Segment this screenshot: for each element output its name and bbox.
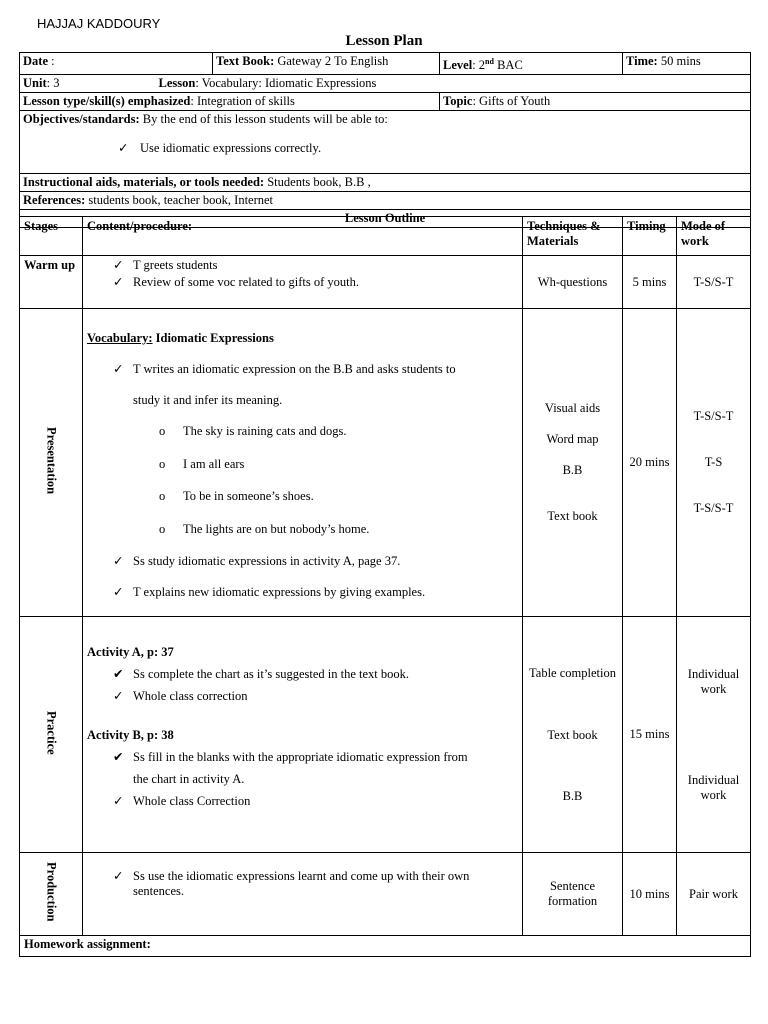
practice-row: [20, 617, 751, 853]
list-item: [87, 689, 518, 704]
activity-b-heading: Activity B, p: 38: [87, 728, 174, 742]
activity-b-item-2: Whole class Correction: [133, 794, 251, 808]
technique-item: Text book: [547, 727, 598, 742]
list-item: [87, 794, 518, 809]
techniques-header: Techniques & Materials: [523, 217, 623, 256]
aids-cell: [20, 174, 751, 192]
production-content: [83, 853, 523, 936]
check-icon: ✓: [113, 689, 124, 703]
practice-timing: 15 mins: [623, 617, 677, 853]
check-icon: ✔: [113, 667, 124, 681]
presentation-content: [83, 309, 523, 617]
list-item: [87, 554, 518, 569]
check-icon: ✓: [113, 554, 124, 568]
technique-item: Table completion: [529, 665, 616, 680]
references-cell: [20, 192, 751, 210]
aids-value: Students book, B.B ,: [267, 175, 371, 190]
check-icon: ✔: [113, 750, 124, 764]
presentation-item-1-line-2: study it and infer its meaning.: [133, 393, 283, 407]
example-3: To be in someone’s shoes.: [183, 489, 314, 503]
objective-item: [23, 141, 747, 156]
objectives-label: Objectives/standards:: [23, 112, 140, 127]
bullet-icon: o: [159, 457, 166, 471]
topic-cell: [440, 93, 751, 111]
technique-item: B.B: [562, 788, 583, 803]
date-label: Date: [23, 54, 48, 68]
mode-item: T-S/S-T: [693, 501, 734, 515]
list-item: [87, 424, 518, 439]
info-row-2: [20, 75, 751, 93]
warmup-row: [20, 256, 751, 309]
aids-label: Instructional aids, materials, or tools needed:: [23, 175, 265, 190]
activity-b-item-1-line-1: Ss fill in the blanks with the appropriate idiomatic expression from: [133, 750, 468, 764]
list-item: [87, 275, 518, 290]
info-row-6: [20, 192, 751, 210]
activity-a-item-2: Whole class correction: [133, 689, 248, 703]
production-technique: Sentence formation: [523, 853, 623, 936]
homework-row: [20, 936, 751, 957]
objectives-cell: [20, 111, 751, 174]
mode-header: Mode of work: [677, 217, 751, 256]
unit-value: : 3: [46, 76, 60, 91]
warmup-content: [83, 256, 523, 309]
example-2: I am all ears: [183, 457, 245, 471]
production-mode: Pair work: [677, 853, 751, 936]
unit-lesson-cell: [20, 75, 751, 93]
list-item: [87, 457, 518, 472]
date-cell: [20, 53, 213, 75]
mode-item: Individual work: [687, 666, 740, 696]
homework-label: Homework assignment:: [20, 936, 751, 957]
list-item: [87, 750, 518, 765]
check-icon: ✓: [113, 794, 124, 808]
level-label: Level: [443, 58, 473, 73]
production-stage: [20, 853, 83, 936]
check-icon: ✓: [118, 141, 129, 156]
warmup-technique: Wh-questions: [523, 256, 623, 309]
lesson-type-label: Lesson type/skill(s) emphasized: [23, 94, 191, 109]
warmup-timing: 5 mins: [623, 256, 677, 309]
level-sup: nd: [485, 57, 494, 66]
practice-modes: [677, 617, 751, 853]
example-4: The lights are on but nobody’s home.: [183, 522, 370, 536]
lesson-type-value: : Integration of skills: [190, 94, 295, 109]
unit-label: Unit: [23, 76, 47, 91]
content-header: Content/procedure:: [83, 217, 523, 256]
info-row-1: [20, 53, 751, 75]
production-row: [20, 853, 751, 936]
list-item: [87, 667, 518, 682]
presentation-stage-label: Presentation: [44, 426, 59, 495]
technique-item: Word map: [546, 432, 599, 446]
check-icon: ✓: [113, 869, 124, 883]
list-item: [87, 489, 518, 504]
check-icon: ✓: [113, 258, 124, 272]
objectives-value: By the end of this lesson students will be able to:: [142, 112, 388, 127]
topic-label: Topic: [443, 94, 473, 109]
practice-stage: [20, 617, 83, 853]
presentation-stage: [20, 309, 83, 617]
presentation-row: [20, 309, 751, 617]
technique-item: Text book: [547, 509, 598, 523]
practice-techniques: [523, 617, 623, 853]
level-value: : 2: [472, 58, 486, 73]
references-value: students book, teacher book, Internet: [88, 193, 274, 208]
level-value-post: BAC: [493, 58, 523, 73]
time-label: Time:: [626, 54, 658, 68]
presentation-item-2: Ss study idiomatic expressions in activity A, page 37.: [133, 554, 401, 568]
timing-header: Timing: [623, 217, 677, 256]
info-row-5: [20, 174, 751, 192]
lesson-info-table: [19, 52, 751, 228]
technique-item: B.B: [562, 463, 583, 477]
presentation-item-1-line-1: T writes an idiomatic expression on the B.B and asks students to: [133, 362, 456, 376]
lesson-outline-heading: Lesson Outline: [20, 210, 751, 228]
author-name: HAJJAJ KADDOURY: [37, 16, 161, 31]
list-item: [87, 362, 518, 377]
textbook-cell: [213, 53, 440, 75]
mode-item: T-S: [704, 455, 723, 469]
warmup-item-2: Review of some voc related to gifts of youth.: [133, 275, 359, 289]
presentation-techniques: [523, 309, 623, 617]
practice-stage-label: Practice: [44, 710, 59, 755]
bullet-icon: o: [159, 424, 166, 438]
presentation-heading: [87, 331, 518, 346]
textbook-value: Gateway 2 To English: [277, 54, 389, 68]
time-cell: [623, 53, 751, 75]
mode-item: T-S/S-T: [693, 409, 734, 423]
presentation-heading-rest: Idiomatic Expressions: [152, 331, 274, 345]
date-value: :: [51, 54, 55, 68]
references-label: References:: [23, 193, 86, 208]
presentation-item-3: T explains new idiomatic expressions by giving examples.: [133, 585, 426, 599]
example-1: The sky is raining cats and dogs.: [183, 424, 347, 438]
lesson-label: Lesson: [158, 76, 196, 91]
stages-header: Stages: [20, 217, 83, 256]
warmup-stage: Warm up: [20, 256, 83, 309]
level-cell: [440, 53, 623, 75]
list-item: [87, 258, 518, 273]
presentation-heading-underlined: Vocabulary:: [87, 331, 153, 345]
info-row-3: [20, 93, 751, 111]
lesson-outline-table: [19, 216, 751, 957]
check-icon: ✓: [113, 275, 124, 289]
check-icon: ✓: [113, 585, 124, 599]
objective-item-text: Use idiomatic expressions correctly.: [140, 141, 322, 156]
production-timing: 10 mins: [623, 853, 677, 936]
activity-b-item-1-line-2: the chart in activity A.: [133, 772, 245, 786]
list-item: [87, 585, 518, 600]
list-item: [87, 522, 518, 537]
info-row-4: [20, 111, 751, 174]
activity-a-heading: Activity A, p: 37: [87, 645, 174, 659]
presentation-timing: 20 mins: [623, 309, 677, 617]
technique-item: Visual aids: [544, 401, 601, 415]
production-stage-label: Production: [44, 862, 59, 922]
outline-header-row: [20, 217, 751, 256]
lesson-type-cell: [20, 93, 440, 111]
time-value: 50 mins: [660, 54, 701, 68]
activity-a-item-1: Ss complete the chart as it’s suggested in the text book.: [133, 667, 409, 681]
check-icon: ✓: [113, 362, 124, 376]
topic-value: : Gifts of Youth: [472, 94, 551, 109]
list-item: [87, 869, 518, 899]
lesson-value: : Vocabulary: Idiomatic Expressions: [195, 76, 377, 91]
textbook-label: Text Book:: [216, 54, 275, 68]
page-title: Lesson Plan: [345, 33, 423, 49]
warmup-item-1: T greets students: [133, 258, 218, 272]
practice-content: [83, 617, 523, 853]
presentation-modes: [677, 309, 751, 617]
mode-item: Individual work: [687, 772, 740, 802]
production-item: Ss use the idiomatic expressions learnt and come up with their own sentences.: [133, 869, 470, 898]
bullet-icon: o: [159, 522, 166, 536]
bullet-icon: o: [159, 489, 166, 503]
warmup-mode: T-S/S-T: [677, 256, 751, 309]
